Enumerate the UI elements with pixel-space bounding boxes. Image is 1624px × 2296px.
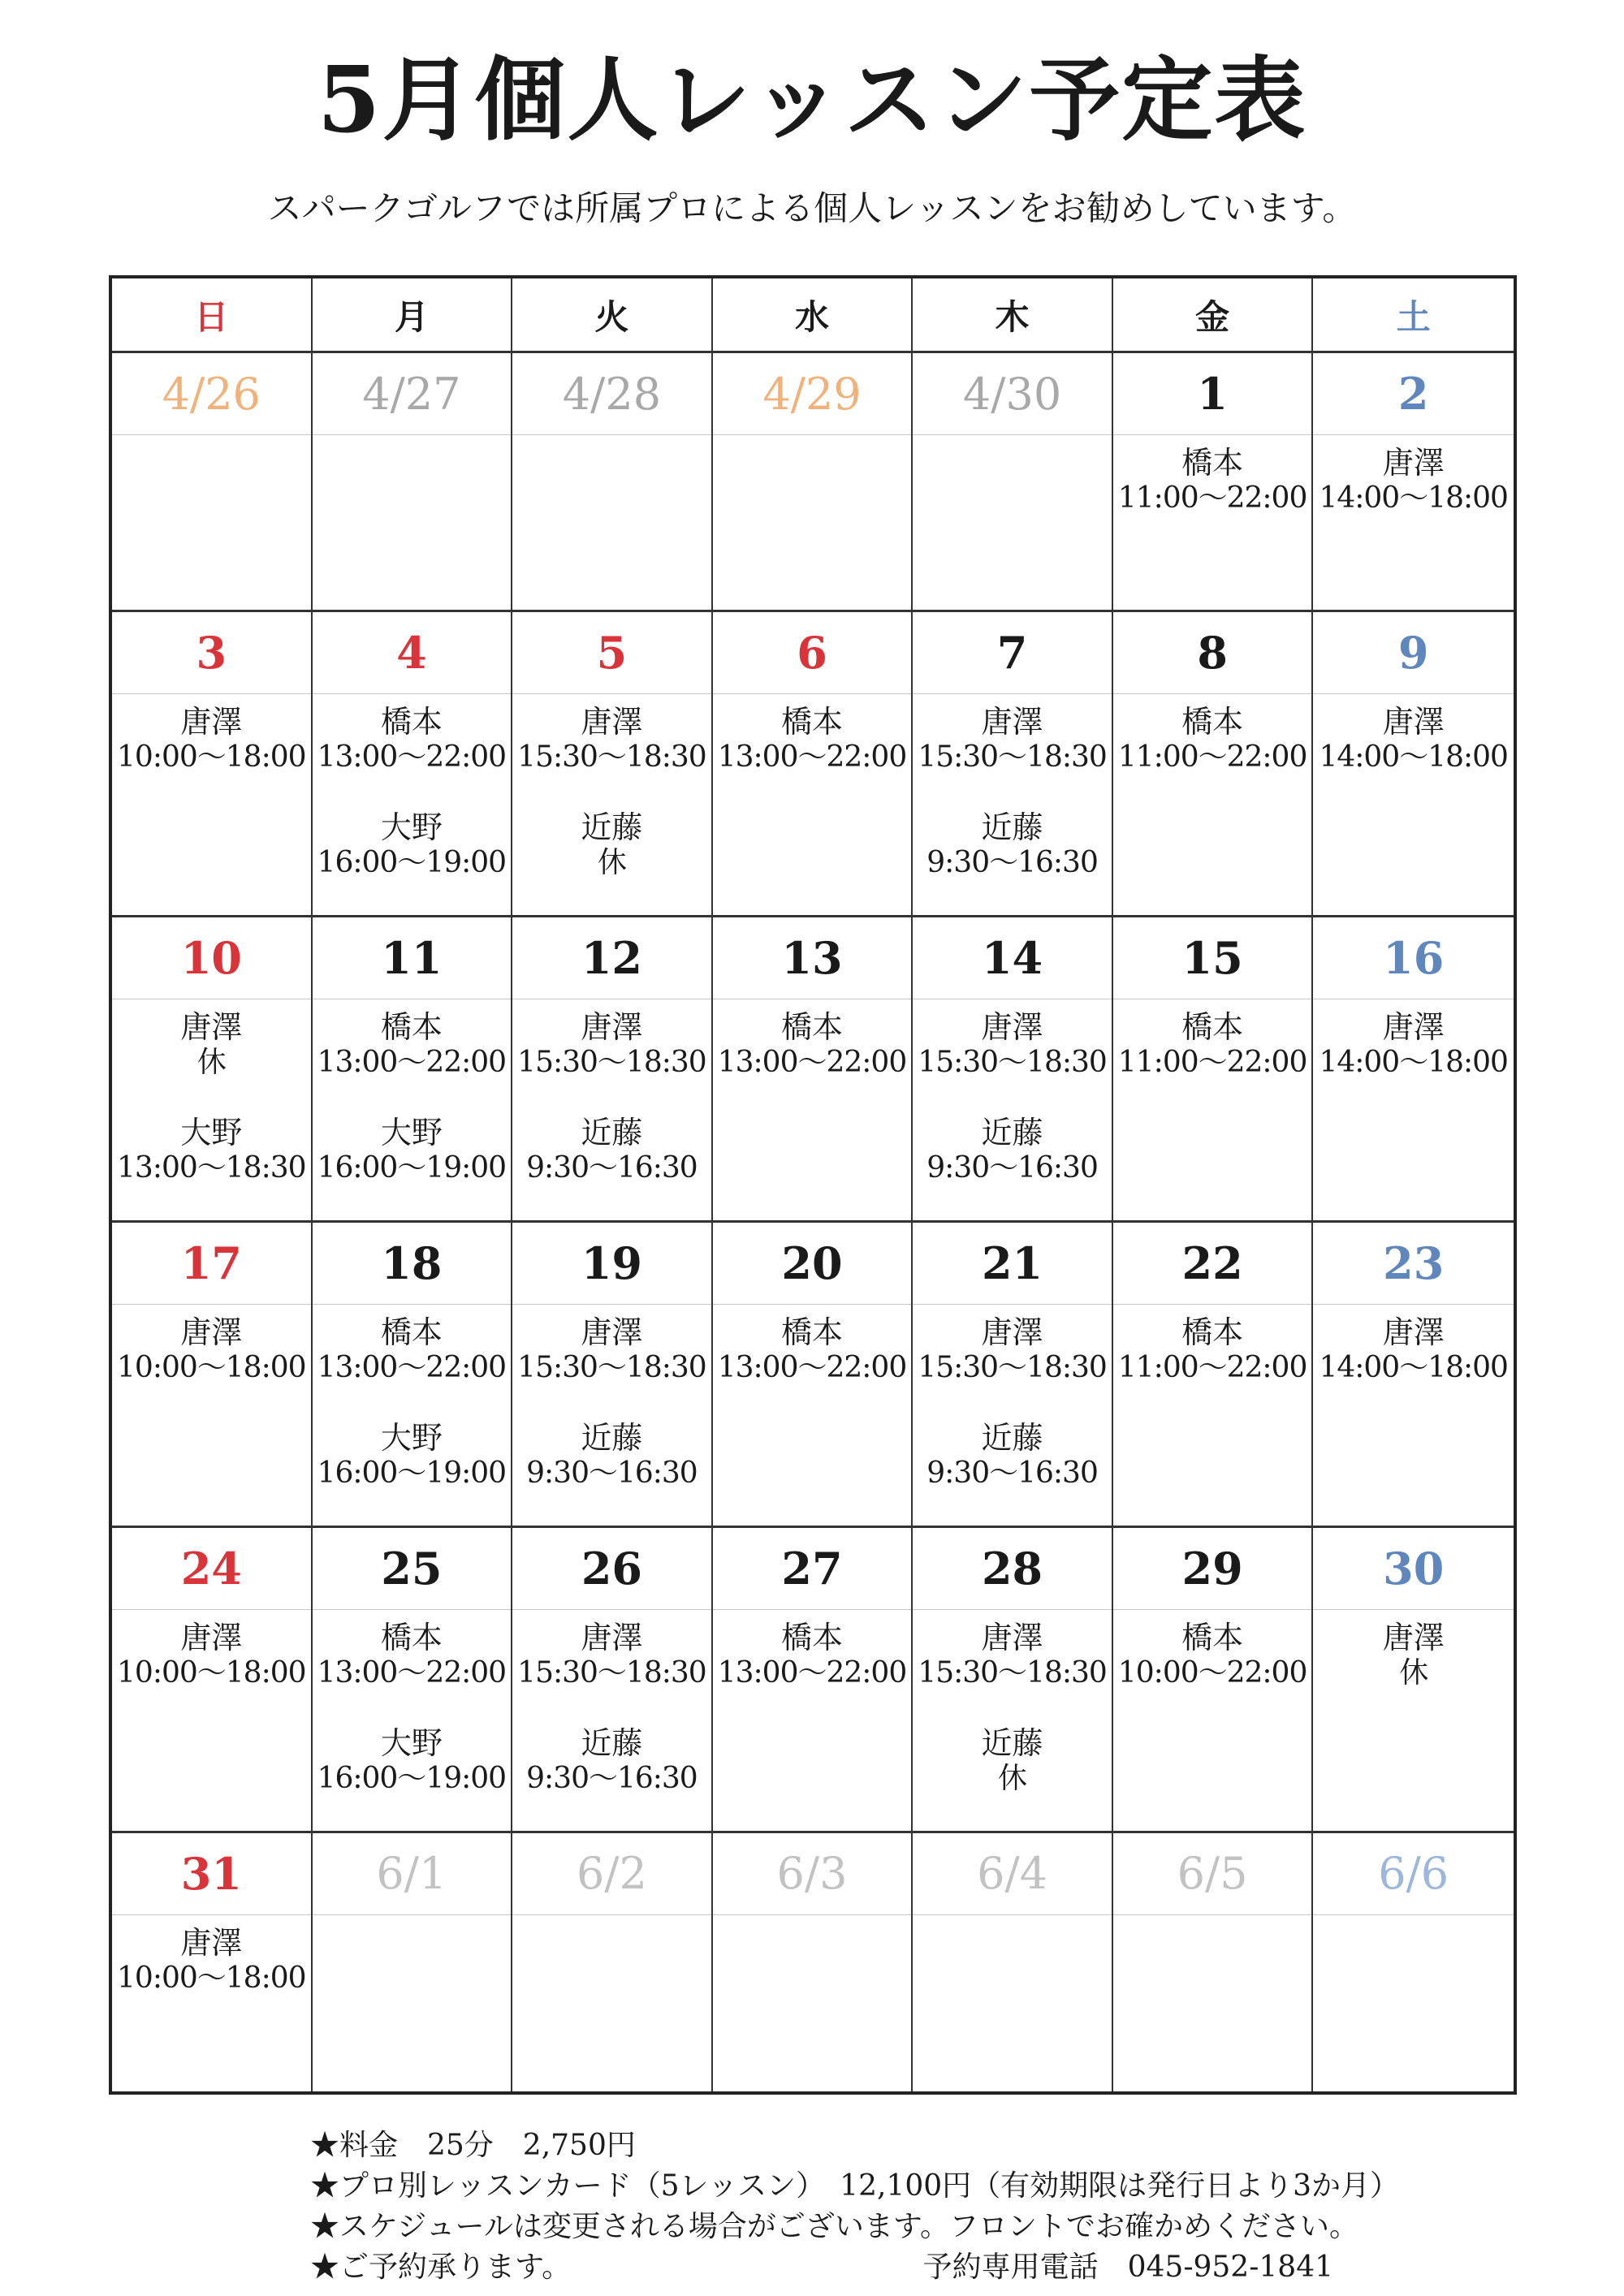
day-number: 12 <box>512 917 711 999</box>
day-number: 4 <box>313 612 512 694</box>
lesson-time: 9:30～16:30 <box>526 1456 698 1490</box>
instructor-name: 橋本 <box>780 1008 843 1045</box>
lesson-entry <box>112 1925 311 1996</box>
lesson-calendar <box>109 275 1517 2095</box>
lesson-entry <box>112 704 311 775</box>
lesson-entry <box>112 1009 311 1081</box>
instructor-name: 大野 <box>380 1724 443 1761</box>
weekday-header-thu: 木 <box>913 278 1113 353</box>
instructor-name: 唐澤 <box>1382 1314 1445 1350</box>
lesson-time: 13:00～22:00 <box>317 1655 507 1690</box>
calendar-day <box>713 917 914 1223</box>
instructor-name: 橋本 <box>1181 445 1244 481</box>
lesson-entries <box>512 1915 711 1925</box>
calendar-day <box>313 353 513 612</box>
instructor-name: 橋本 <box>1181 1314 1244 1350</box>
calendar-day <box>913 1833 1113 2092</box>
instructor-name: 大野 <box>380 1114 443 1150</box>
day-number: 23 <box>1313 1223 1514 1305</box>
lesson-time: 13:00～22:00 <box>317 1350 507 1384</box>
calendar-day <box>1313 1833 1514 2092</box>
lesson-time: 10:00～18:00 <box>117 1655 306 1690</box>
day-number: 11 <box>313 917 512 999</box>
lesson-entry <box>512 1620 711 1691</box>
day-number: 4/30 <box>913 353 1112 435</box>
instructor-name: 唐澤 <box>581 703 643 740</box>
instructor-name: 唐澤 <box>981 1008 1043 1045</box>
instructor-name: 橋本 <box>1181 703 1244 740</box>
lesson-time: 11:00～22:00 <box>1117 740 1307 774</box>
lesson-time: 休 <box>197 1045 226 1079</box>
day-number: 20 <box>713 1223 912 1305</box>
lesson-entries <box>313 1610 512 1797</box>
lesson-entry <box>713 704 912 775</box>
instructor-name: 唐澤 <box>581 1619 643 1655</box>
instructor-name: 唐澤 <box>1382 445 1445 481</box>
day-number: 6/6 <box>1313 1833 1514 1915</box>
instructor-name: 唐澤 <box>1382 703 1445 740</box>
lesson-entries <box>512 435 711 445</box>
instructor-name: 橋本 <box>1181 1619 1244 1655</box>
weekday-header-tue: 火 <box>512 278 713 353</box>
lesson-entries <box>1113 435 1312 516</box>
lesson-entry <box>1313 1314 1514 1386</box>
day-number: 4/26 <box>112 353 311 435</box>
day-number: 26 <box>512 1528 711 1610</box>
lesson-entries <box>913 1915 1112 1925</box>
lesson-entries <box>1113 1610 1312 1691</box>
instructor-name: 近藤 <box>581 1114 643 1150</box>
lesson-time: 13:00～22:00 <box>717 1350 907 1384</box>
instructor-name: 近藤 <box>981 1114 1043 1150</box>
day-number: 18 <box>313 1223 512 1305</box>
lesson-entries <box>112 1305 311 1386</box>
lesson-entries <box>913 694 1112 881</box>
instructor-name: 唐澤 <box>180 703 243 740</box>
day-number: 4/27 <box>313 353 512 435</box>
lesson-time: 10:00～18:00 <box>117 740 306 774</box>
calendar-day <box>112 1833 313 2092</box>
calendar-day <box>313 612 513 917</box>
lesson-entries <box>1113 999 1312 1081</box>
lesson-time: 休 <box>1399 1655 1428 1690</box>
lesson-entry <box>512 1725 711 1797</box>
lesson-entry <box>313 1115 512 1186</box>
lesson-entry <box>913 1314 1112 1386</box>
weekday-header-fri: 金 <box>1113 278 1314 353</box>
instructor-name: 唐澤 <box>981 1619 1043 1655</box>
lesson-entries <box>313 1305 512 1491</box>
day-number: 31 <box>112 1833 311 1915</box>
calendar-day <box>913 612 1113 917</box>
fee-note: ★料金 25分 2,750円 <box>310 2129 636 2162</box>
day-number: 6/2 <box>512 1833 711 1915</box>
day-number: 8 <box>1113 612 1312 694</box>
day-number: 13 <box>713 917 912 999</box>
lesson-entries <box>112 1610 311 1691</box>
calendar-day <box>313 1223 513 1528</box>
lesson-time: 16:00～19:00 <box>317 1150 507 1185</box>
lesson-entries <box>512 1305 711 1491</box>
lesson-entry <box>713 1620 912 1691</box>
calendar-day <box>713 1528 914 1833</box>
instructor-name: 唐澤 <box>581 1008 643 1045</box>
calendar-day <box>713 1223 914 1528</box>
instructor-name: 唐澤 <box>981 1314 1043 1350</box>
lesson-entry <box>313 704 512 775</box>
lesson-entries <box>112 1915 311 1996</box>
lesson-time: 9:30～16:30 <box>526 1150 698 1185</box>
lesson-entry <box>1113 1009 1312 1081</box>
lesson-entries <box>112 435 311 445</box>
calendar-day <box>313 917 513 1223</box>
weekday-header-wed: 水 <box>713 278 914 353</box>
calendar-day <box>913 353 1113 612</box>
instructor-name: 唐澤 <box>581 1314 643 1350</box>
instructor-name: 唐澤 <box>180 1924 243 1961</box>
calendar-day <box>313 1833 513 2092</box>
lesson-time: 15:30～18:30 <box>517 1655 706 1690</box>
lesson-entries <box>313 999 512 1186</box>
calendar-day <box>512 353 713 612</box>
footer-notes <box>310 2126 1400 2288</box>
day-number: 14 <box>913 917 1112 999</box>
day-number: 17 <box>112 1223 311 1305</box>
instructor-name: 橋本 <box>380 1008 443 1045</box>
lesson-entry <box>913 1009 1112 1081</box>
lesson-entries <box>1313 1610 1514 1691</box>
lesson-entries <box>713 694 912 775</box>
lesson-entry <box>1113 704 1312 775</box>
calendar-day <box>713 353 914 612</box>
lesson-time: 休 <box>597 845 626 879</box>
lesson-time: 13:00～22:00 <box>717 1045 907 1079</box>
instructor-name: 唐澤 <box>180 1619 243 1655</box>
instructor-name: 唐澤 <box>1382 1008 1445 1045</box>
lesson-entries <box>112 999 311 1186</box>
lesson-entries <box>913 999 1112 1186</box>
calendar-day <box>112 917 313 1223</box>
day-number: 30 <box>1313 1528 1514 1610</box>
instructor-name: 橋本 <box>380 703 443 740</box>
instructor-name: 唐澤 <box>180 1008 243 1045</box>
lesson-time: 9:30～16:30 <box>926 1150 1098 1185</box>
lesson-entry <box>512 1115 711 1186</box>
instructor-name: 大野 <box>380 1419 443 1456</box>
lesson-time: 15:30～18:30 <box>918 1350 1107 1384</box>
lesson-entry <box>913 704 1112 775</box>
day-number: 25 <box>313 1528 512 1610</box>
lesson-time: 15:30～18:30 <box>918 1045 1107 1079</box>
lesson-entries <box>1113 1305 1312 1386</box>
reservation-note: ★ご予約承ります。 <box>310 2251 572 2284</box>
day-number: 2 <box>1313 353 1514 435</box>
page-title: 5月個人レッスン予定表 <box>317 47 1307 153</box>
lesson-time: 15:30～18:30 <box>918 740 1107 774</box>
calendar-day <box>913 1528 1113 1833</box>
instructor-name: 橋本 <box>780 1619 843 1655</box>
calendar-day <box>1113 1223 1314 1528</box>
calendar-day <box>1113 612 1314 917</box>
weekday-header-sat: 土 <box>1313 278 1514 353</box>
page-subtitle: スパークゴルフでは所属プロによる個人レッスンをお勧めしています。 <box>267 188 1357 228</box>
instructor-name: 橋本 <box>380 1314 443 1350</box>
calendar-day <box>512 917 713 1223</box>
day-number: 6 <box>713 612 912 694</box>
lesson-time: 10:00～18:00 <box>117 1961 306 1995</box>
day-number: 6/4 <box>913 1833 1112 1915</box>
lesson-entry <box>313 1420 512 1491</box>
lesson-time: 15:30～18:30 <box>517 740 706 774</box>
lesson-time: 14:00～18:00 <box>1319 1045 1508 1079</box>
lesson-time: 13:00～22:00 <box>717 740 907 774</box>
reservation-phone: 予約専用電話 045-952-1841 <box>922 2251 1333 2284</box>
lesson-time: 15:30～18:30 <box>517 1350 706 1384</box>
lesson-entries <box>1313 1915 1514 1925</box>
lesson-entries <box>713 1305 912 1386</box>
lesson-time: 14:00～18:00 <box>1319 481 1508 515</box>
calendar-day <box>713 612 914 917</box>
calendar-day <box>1313 612 1514 917</box>
lesson-entry <box>1113 445 1312 516</box>
lesson-entries <box>512 1610 711 1797</box>
lesson-entry <box>512 1009 711 1081</box>
instructor-name: 大野 <box>180 1114 243 1150</box>
instructor-name: 近藤 <box>581 809 643 845</box>
lesson-time: 9:30～16:30 <box>526 1761 698 1795</box>
day-number: 15 <box>1113 917 1312 999</box>
lesson-entry <box>512 704 711 775</box>
instructor-name: 橋本 <box>380 1619 443 1655</box>
lesson-entry <box>112 1115 311 1186</box>
instructor-name: 近藤 <box>981 1419 1043 1456</box>
lesson-entry <box>1313 704 1514 775</box>
day-number: 21 <box>913 1223 1112 1305</box>
day-number: 1 <box>1113 353 1312 435</box>
lesson-time: 14:00～18:00 <box>1319 740 1508 774</box>
weekday-header-sun: 日 <box>112 278 313 353</box>
day-number: 3 <box>112 612 311 694</box>
day-number: 24 <box>112 1528 311 1610</box>
lesson-entries <box>1313 999 1514 1081</box>
lesson-entry <box>512 1420 711 1491</box>
lesson-entry <box>112 1314 311 1386</box>
lesson-entries <box>913 1305 1112 1491</box>
lesson-entry <box>713 1009 912 1081</box>
lesson-time: 10:00～22:00 <box>1117 1655 1307 1690</box>
calendar-day <box>1313 1223 1514 1528</box>
lesson-time: 16:00～19:00 <box>317 1761 507 1795</box>
lesson-entry <box>1313 445 1514 516</box>
day-number: 5 <box>512 612 711 694</box>
calendar-day <box>1113 917 1314 1223</box>
lesson-entries <box>1113 694 1312 775</box>
calendar-day <box>512 612 713 917</box>
lesson-entries <box>1313 694 1514 775</box>
lesson-entry <box>913 1115 1112 1186</box>
lesson-time: 15:30～18:30 <box>517 1045 706 1079</box>
lesson-entry <box>713 1314 912 1386</box>
schedule-change-note: ★スケジュールは変更される場合がございます。フロントでお確かめください。 <box>310 2210 1358 2243</box>
lesson-time: 11:00～22:00 <box>1117 1045 1307 1079</box>
day-number: 29 <box>1113 1528 1312 1610</box>
lesson-entry <box>1313 1620 1514 1691</box>
lesson-entries <box>512 694 711 881</box>
lesson-entries <box>1113 1915 1312 1925</box>
lesson-entry <box>913 1725 1112 1797</box>
day-number: 19 <box>512 1223 711 1305</box>
lesson-entries <box>713 435 912 445</box>
day-number: 4/29 <box>713 353 912 435</box>
calendar-day <box>512 1833 713 2092</box>
lesson-card-note: ★プロ別レッスンカード（5レッスン） 12,100円（有効期限は発行日より3か月） <box>310 2169 1400 2203</box>
lesson-entry <box>512 1314 711 1386</box>
calendar-day <box>713 1833 914 2092</box>
lesson-time: 13:00～22:00 <box>317 740 507 774</box>
day-number: 10 <box>112 917 311 999</box>
calendar-day <box>1313 1528 1514 1833</box>
lesson-entry <box>512 809 711 881</box>
lesson-entry <box>112 1620 311 1691</box>
day-number: 6/1 <box>313 1833 512 1915</box>
day-number: 6/5 <box>1113 1833 1312 1915</box>
lesson-time: 11:00～22:00 <box>1117 1350 1307 1384</box>
lesson-entry <box>313 809 512 881</box>
lesson-entries <box>512 999 711 1186</box>
lesson-time: 9:30～16:30 <box>926 845 1098 879</box>
lesson-time: 16:00～19:00 <box>317 1456 507 1490</box>
lesson-time: 10:00～18:00 <box>117 1350 306 1384</box>
lesson-time: 15:30～18:30 <box>918 1655 1107 1690</box>
lesson-entry <box>313 1620 512 1691</box>
instructor-name: 橋本 <box>780 703 843 740</box>
lesson-entries <box>313 435 512 445</box>
lesson-entries <box>913 435 1112 445</box>
instructor-name: 近藤 <box>981 809 1043 845</box>
lesson-time: 13:00～22:00 <box>317 1045 507 1079</box>
day-number: 7 <box>913 612 1112 694</box>
lesson-entry <box>313 1009 512 1081</box>
instructor-name: 大野 <box>380 809 443 845</box>
lesson-entries <box>713 1610 912 1691</box>
lesson-entries <box>1313 1305 1514 1386</box>
lesson-entries <box>1313 435 1514 516</box>
calendar-day <box>1113 1833 1314 2092</box>
calendar-day <box>1113 1528 1314 1833</box>
calendar-day <box>913 917 1113 1223</box>
day-number: 16 <box>1313 917 1514 999</box>
lesson-entry <box>913 1420 1112 1491</box>
day-number: 22 <box>1113 1223 1312 1305</box>
calendar-day <box>512 1528 713 1833</box>
lesson-entry <box>1113 1620 1312 1691</box>
lesson-entries <box>713 1915 912 1925</box>
instructor-name: 近藤 <box>981 1724 1043 1761</box>
instructor-name: 橋本 <box>780 1314 843 1350</box>
weekday-header-mon: 月 <box>313 278 513 353</box>
calendar-day <box>512 1223 713 1528</box>
calendar-day <box>112 1223 313 1528</box>
lesson-time: 14:00～18:00 <box>1319 1350 1508 1384</box>
lesson-time: 11:00～22:00 <box>1117 481 1307 515</box>
lesson-entries <box>913 1610 1112 1797</box>
lesson-time: 9:30～16:30 <box>926 1456 1098 1490</box>
lesson-entries <box>713 999 912 1081</box>
day-number: 6/3 <box>713 1833 912 1915</box>
calendar-day <box>112 612 313 917</box>
instructor-name: 唐澤 <box>1382 1619 1445 1655</box>
calendar-day <box>313 1528 513 1833</box>
instructor-name: 唐澤 <box>180 1314 243 1350</box>
lesson-entry <box>1113 1314 1312 1386</box>
day-number: 28 <box>913 1528 1112 1610</box>
calendar-day <box>112 353 313 612</box>
calendar-day <box>913 1223 1113 1528</box>
day-number: 9 <box>1313 612 1514 694</box>
instructor-name: 唐澤 <box>981 703 1043 740</box>
lesson-entry <box>313 1314 512 1386</box>
lesson-time: 16:00～19:00 <box>317 845 507 879</box>
lesson-entries <box>313 1915 512 1925</box>
lesson-entry <box>313 1725 512 1797</box>
calendar-day <box>112 1528 313 1833</box>
calendar-day <box>1313 353 1514 612</box>
calendar-day <box>1113 353 1314 612</box>
lesson-entries <box>313 694 512 881</box>
instructor-name: 橋本 <box>1181 1008 1244 1045</box>
day-number: 27 <box>713 1528 912 1610</box>
calendar-day <box>1313 917 1514 1223</box>
instructor-name: 近藤 <box>581 1724 643 1761</box>
lesson-entry <box>913 809 1112 881</box>
lesson-time: 13:00～18:30 <box>117 1150 306 1185</box>
lesson-entry <box>1313 1009 1514 1081</box>
lesson-time: 13:00～22:00 <box>717 1655 907 1690</box>
day-number: 4/28 <box>512 353 711 435</box>
lesson-entries <box>112 694 311 775</box>
lesson-entry <box>913 1620 1112 1691</box>
instructor-name: 近藤 <box>581 1419 643 1456</box>
lesson-time: 休 <box>998 1761 1027 1795</box>
